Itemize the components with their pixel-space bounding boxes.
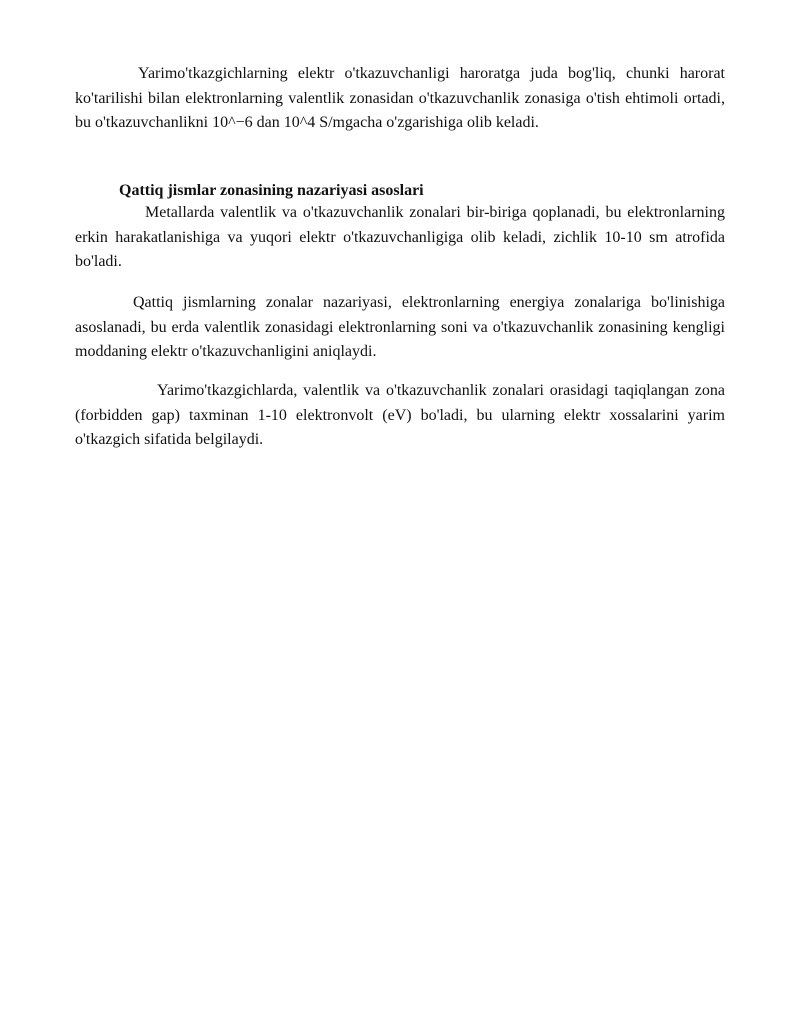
paragraph-metals-bands: Metallarda valentlik va o'tkazuvchanlik zonalari bir-biriga qoplanadi, bu elektronlarning erkin harakatlanishiga va yuqori elektr o'tkazuvchanligiga olib keladi, zichlik 10-10 sm atrofida bo'ladi. bbox=[75, 204, 725, 270]
paragraph-conductivity-temperature: Yarimo'tkazgichlarning elektr o'tkazuvchanligi haroratga juda bog'liq, chunki harorat ko'tarilishi bilan elektronlarning valentlik zonasidan o'tkazuvchanlik zonasiga o'tish ehtimoli ortadi, bu o'tkazuvchanlikni 10^−6 dan 10^4 S/mgacha o'zgarishiga olib keladi. bbox=[75, 65, 725, 131]
section-heading: Qattiq jismlar zonasining nazariyasi asoslari bbox=[119, 182, 424, 199]
paragraph-forbidden-gap: Yarimo'tkazgichlarda, valentlik va o'tkazuvchanlik zonalari orasidagi taqiqlangan zona (forbidden gap) taxminan 1-10 elektronvolt (eV) bo'ladi, bu ularning elektr xossalarini yarim o'tkazgich sifatida belgilaydi. bbox=[75, 382, 725, 448]
paragraph-band-theory: Qattiq jismlarning zonalar nazariyasi, elektronlarning energiya zonalariga bo'linishiga asoslanadi, bu erda valentlik zonasidagi elektronlarning soni va o'tkazuvchanlik zonasining kengligi moddaning elektr o'tkazuvchanligini aniqlaydi. bbox=[75, 294, 725, 360]
